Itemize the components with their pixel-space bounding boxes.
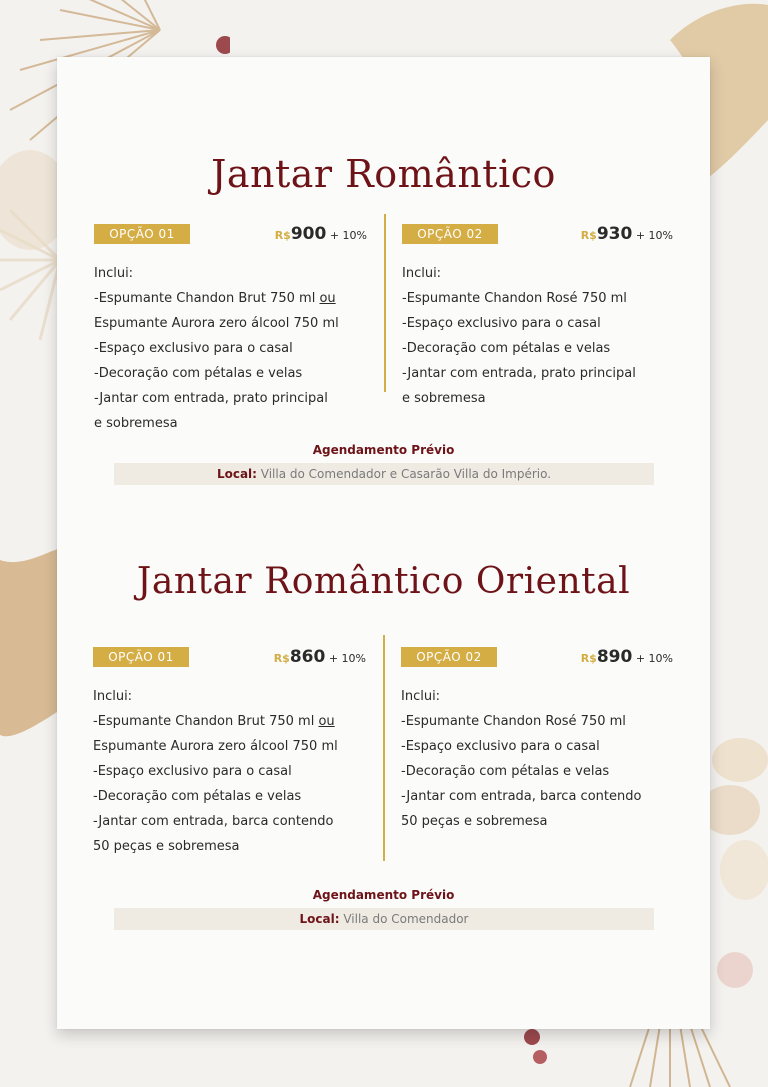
scheduling-note: Agendamento Prévio [312,888,455,902]
includes-list [94,261,339,436]
column-divider [383,635,385,861]
option-badge: OPÇÃO 01 [94,224,190,244]
option-price [274,647,366,667]
list-item: -Espumante Chandon Rosé 750 ml [402,291,627,306]
list-item: -Espaço exclusivo para o casal [94,341,293,356]
price-fee: + 10% [329,229,367,242]
option-card [93,647,366,917]
list-item: e sobremesa [94,416,178,431]
list-item: 50 peças e sobremesa [93,839,240,854]
option-card [402,224,673,424]
list-item: Espumante Aurora zero álcool 750 ml [93,739,338,754]
price-fee: + 10% [635,652,673,665]
list-item: e sobremesa [402,391,486,406]
menu-card [57,57,710,1029]
price-amount: 900 [290,224,327,244]
list-item: Inclui: [402,266,442,281]
list-item: -Jantar com entrada, prato principal [402,366,636,381]
price-amount: 860 [289,647,326,667]
or-connector: ou [318,714,335,729]
location-value: Villa do Comendador e Casarão Villa do Império. [260,467,552,481]
option-badge: OPÇÃO 01 [93,647,189,667]
includes-list [93,684,338,859]
list-item: Inclui: [94,266,134,281]
list-item: -Espaço exclusivo para o casal [93,764,292,779]
list-item: -Decoração com pétalas e velas [402,341,611,356]
option-badge: OPÇÃO 02 [401,647,497,667]
price-currency: R$ [580,652,597,665]
list-item: Inclui: [93,689,133,704]
location-bar [114,908,654,930]
column-divider [384,214,386,392]
list-item: Espumante Aurora zero álcool 750 ml [94,316,339,331]
list-item: -Jantar com entrada, prato principal [94,391,328,406]
option-price [275,224,367,244]
list-item: -Espaço exclusivo para o casal [402,316,601,331]
list-item: Inclui: [401,689,441,704]
list-item: -Decoração com pétalas e velas [94,366,303,381]
scheduling-note: Agendamento Prévio [312,443,455,457]
list-item: -Jantar com entrada, barca contendo [401,789,642,804]
price-currency: R$ [580,229,597,242]
section-title: Jantar Romântico Oriental [136,561,631,602]
list-item: -Decoração com pétalas e velas [93,789,302,804]
option-badge: OPÇÃO 02 [402,224,498,244]
list-item: -Decoração com pétalas e velas [401,764,610,779]
price-currency: R$ [274,229,291,242]
option-price [581,647,673,667]
location-label: Local: [299,912,340,926]
or-connector: ou [319,291,336,306]
price-currency: R$ [273,652,290,665]
list-item: -Espumante Chandon Brut 750 ml ou [93,714,335,729]
price-amount: 890 [596,647,633,667]
list-item: 50 peças e sobremesa [401,814,548,829]
location-label: Local: [216,467,257,481]
option-price [581,224,673,244]
option-card [401,647,673,847]
price-fee: + 10% [328,652,366,665]
includes-list [402,261,636,411]
dried-palm-decoration-bottom [500,1025,768,1087]
list-item: -Espumante Chandon Rosé 750 ml [401,714,626,729]
list-item: -Espumante Chandon Brut 750 ml ou [94,291,336,306]
includes-list [401,684,641,834]
section-title: Jantar Romântico [211,152,556,196]
list-item: -Espaço exclusivo para o casal [401,739,600,754]
price-amount: 930 [596,224,633,244]
location-value: Villa do Comendador [343,912,469,926]
list-item: -Jantar com entrada, barca contendo [93,814,334,829]
location-bar [114,463,654,485]
price-fee: + 10% [635,229,673,242]
